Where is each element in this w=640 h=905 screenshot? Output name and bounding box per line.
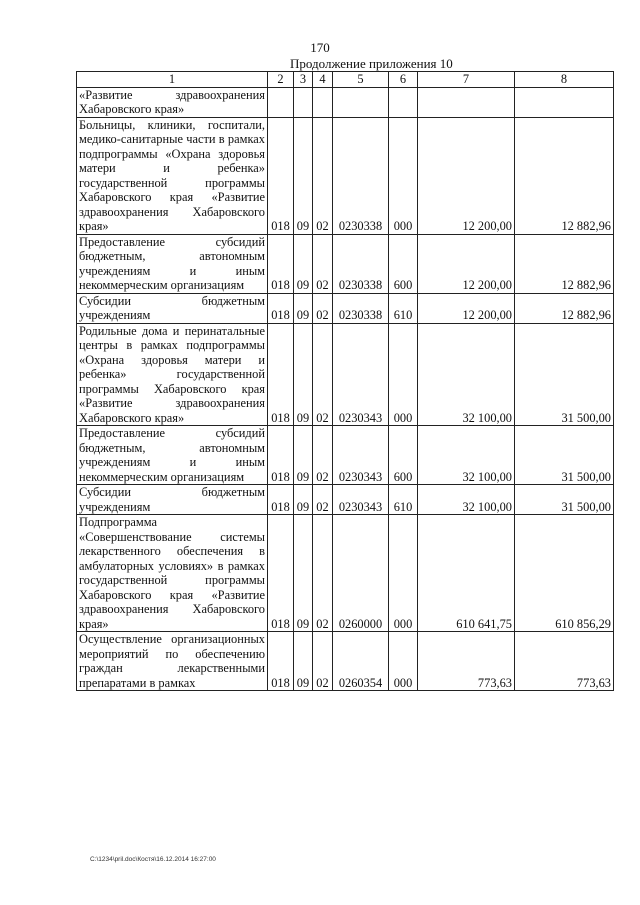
cell-target: 0230338 <box>333 117 389 234</box>
row-name: Предоставление субсидий бюджетным, автономным учреждениям и иным некоммерческим организациям <box>77 234 268 293</box>
cell-section: 09 <box>294 117 313 234</box>
cell-amount-1: 12 200,00 <box>418 293 515 323</box>
cell-ministry: 018 <box>268 323 294 426</box>
cell-section: 09 <box>294 323 313 426</box>
cell-expense-type: 610 <box>389 485 418 515</box>
column-header: 2 <box>268 72 294 88</box>
table-row <box>77 632 614 691</box>
table-row <box>77 87 614 117</box>
table-row <box>77 293 614 323</box>
row-name: «Развитие здравоохранения Хабаровского края» <box>77 87 268 117</box>
cell-section: 09 <box>294 632 313 691</box>
cell-expense-type: 600 <box>389 426 418 485</box>
table-row <box>77 323 614 426</box>
cell-section <box>294 87 313 117</box>
cell-ministry: 018 <box>268 515 294 632</box>
cell-amount-2: 31 500,00 <box>515 426 614 485</box>
cell-section: 09 <box>294 485 313 515</box>
column-header: 8 <box>515 72 614 88</box>
cell-subsection: 02 <box>313 323 333 426</box>
column-header: 7 <box>418 72 515 88</box>
cell-ministry: 018 <box>268 117 294 234</box>
cell-amount-2 <box>515 87 614 117</box>
cell-amount-1: 32 100,00 <box>418 485 515 515</box>
table-row <box>77 234 614 293</box>
cell-expense-type: 000 <box>389 632 418 691</box>
row-name: Больницы, клиники, госпитали, медико-санитарные части в рамках подпрограммы «Охрана здоровья матери и ребенка» государственной программы Хабаровского края «Развитие здравоохранения Хабаровского края» <box>77 117 268 234</box>
column-header: 4 <box>313 72 333 88</box>
cell-subsection: 02 <box>313 426 333 485</box>
cell-expense-type: 600 <box>389 234 418 293</box>
cell-amount-1: 12 200,00 <box>418 234 515 293</box>
cell-section: 09 <box>294 234 313 293</box>
cell-subsection <box>313 87 333 117</box>
row-name: Родильные дома и перинатальные центры в рамках подпрограммы «Охрана здоровья матери и ребенка» государственной программы Хабаровского края «Развитие здравоохранения Хабаровского края» <box>77 323 268 426</box>
row-name: Подпрограмма «Совершенствование системы лекарственного обеспечения в амбулаторных условиях» в рамках государственной программы Хабаровского края «Развитие здравоохранения Хабаровского края» <box>77 515 268 632</box>
cell-amount-2: 773,63 <box>515 632 614 691</box>
cell-ministry: 018 <box>268 632 294 691</box>
cell-target <box>333 87 389 117</box>
cell-subsection: 02 <box>313 234 333 293</box>
cell-section: 09 <box>294 515 313 632</box>
row-name: Предоставление субсидий бюджетным, автономным учреждениям и иным некоммерческим организациям <box>77 426 268 485</box>
cell-amount-1: 32 100,00 <box>418 323 515 426</box>
cell-section: 09 <box>294 426 313 485</box>
cell-ministry: 018 <box>268 234 294 293</box>
cell-expense-type: 000 <box>389 515 418 632</box>
cell-target: 0230343 <box>333 426 389 485</box>
column-header: 5 <box>333 72 389 88</box>
page-number: 170 <box>310 40 330 55</box>
cell-target: 0230343 <box>333 323 389 426</box>
cell-amount-1: 773,63 <box>418 632 515 691</box>
cell-target: 0230343 <box>333 485 389 515</box>
column-header: 3 <box>294 72 313 88</box>
cell-ministry: 018 <box>268 426 294 485</box>
cell-amount-1: 12 200,00 <box>418 117 515 234</box>
cell-subsection: 02 <box>313 293 333 323</box>
cell-amount-2: 31 500,00 <box>515 485 614 515</box>
cell-amount-1: 610 641,75 <box>418 515 515 632</box>
cell-amount-2: 12 882,96 <box>515 117 614 234</box>
cell-amount-2: 610 856,29 <box>515 515 614 632</box>
cell-expense-type <box>389 87 418 117</box>
cell-amount-2: 12 882,96 <box>515 293 614 323</box>
cell-target: 0260000 <box>333 515 389 632</box>
column-header: 6 <box>389 72 418 88</box>
cell-section: 09 <box>294 293 313 323</box>
cell-amount-1 <box>418 87 515 117</box>
row-name: Осуществление организационных мероприятий по обеспечению граждан лекарственными препаратами в рамках <box>77 632 268 691</box>
appendix-subtitle: Продолжение приложения 10 <box>290 56 453 71</box>
cell-subsection: 02 <box>313 515 333 632</box>
document-path-footer: C:\1234\pril.doc\Костя\16.12.2014 16:27:00 <box>90 856 216 863</box>
table-row <box>77 485 614 515</box>
cell-subsection: 02 <box>313 632 333 691</box>
table-header-row <box>77 72 614 88</box>
cell-expense-type: 000 <box>389 323 418 426</box>
column-header: 1 <box>77 72 268 88</box>
table-row <box>77 515 614 632</box>
cell-ministry: 018 <box>268 485 294 515</box>
cell-target: 0230338 <box>333 234 389 293</box>
cell-ministry: 018 <box>268 293 294 323</box>
cell-target: 0260354 <box>333 632 389 691</box>
cell-ministry <box>268 87 294 117</box>
cell-amount-2: 12 882,96 <box>515 234 614 293</box>
cell-amount-1: 32 100,00 <box>418 426 515 485</box>
row-name: Субсидии бюджетным учреждениям <box>77 485 268 515</box>
cell-amount-2: 31 500,00 <box>515 323 614 426</box>
budget-table <box>76 71 614 691</box>
cell-target: 0230338 <box>333 293 389 323</box>
cell-subsection: 02 <box>313 117 333 234</box>
table-row <box>77 117 614 234</box>
table-row <box>77 426 614 485</box>
cell-expense-type: 610 <box>389 293 418 323</box>
cell-expense-type: 000 <box>389 117 418 234</box>
cell-subsection: 02 <box>313 485 333 515</box>
row-name: Субсидии бюджетным учреждениям <box>77 293 268 323</box>
